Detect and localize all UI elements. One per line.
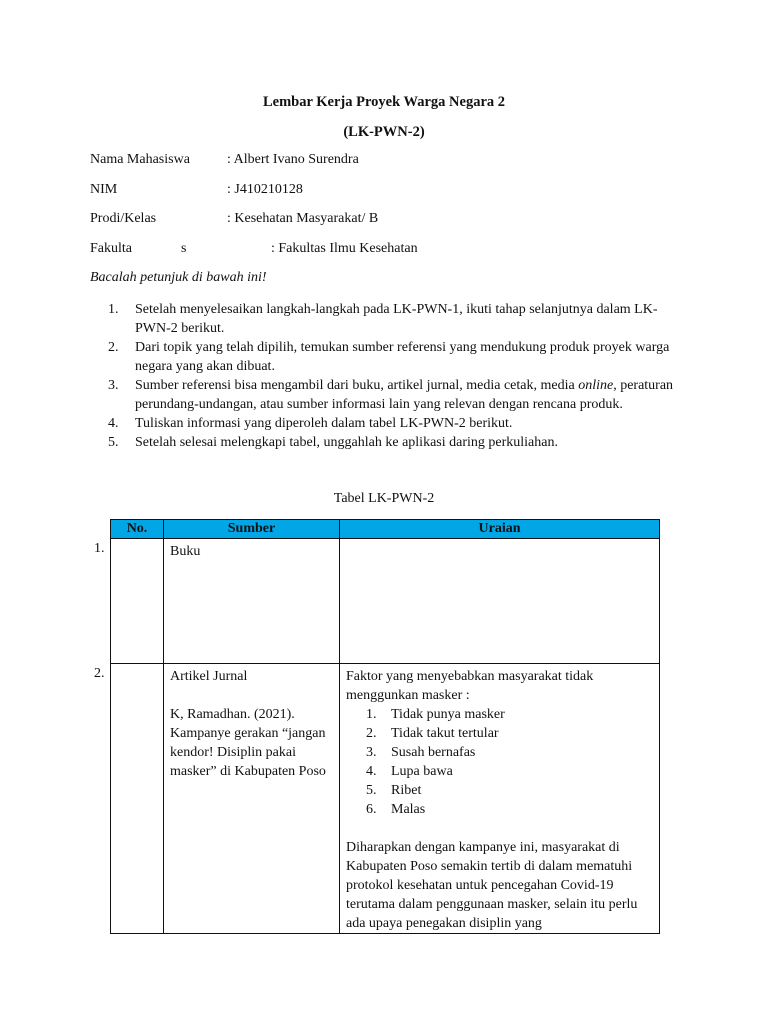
student-nim-label: NIM [90, 182, 118, 197]
row-outer-number: 2. [94, 666, 105, 681]
source-title: Buku [170, 544, 201, 559]
step-text [135, 378, 673, 412]
cell-sumber [164, 664, 340, 934]
step-number: 1. [108, 302, 119, 317]
steps-list [108, 300, 678, 452]
student-prodi-label: Prodi/Kelas [90, 211, 157, 226]
table-header-row [111, 520, 660, 539]
step-text-part: , peraturan perundang-undangan, atau sumber informasi lain yang relevan dengan rencana produk. [135, 378, 674, 412]
factor-number: 2. [366, 726, 377, 741]
step-number: 4. [108, 416, 119, 431]
description-paragraph: Diharapkan dengan kampanye ini, masyarakat di Kabupaten Poso semakin tertib di dalam mematuhi protokol kesehatan untuk pencegahan Covid-19 terutama dalam penggunaan masker, selain itu perlu ada upaya penegakan disiplin yang [346, 840, 638, 931]
instruction-text: Bacalah petunjuk di bawah ini! [90, 270, 267, 285]
factor-text: Lupa bawa [391, 764, 453, 779]
description-intro: Faktor yang menyebabkan masyarakat tidak menggunkan masker : [346, 669, 594, 703]
step-text-part: Sumber referensi bisa mengambil dari buku, artikel jurnal, media cetak, media [135, 378, 579, 393]
cell-uraian [340, 539, 660, 664]
document-code: (LK-PWN-2) [343, 124, 425, 140]
lk-pwn-2-table [110, 519, 660, 934]
student-nim-value: : J410210128 [227, 182, 303, 197]
step-item [108, 433, 678, 452]
step-number: 3. [108, 378, 119, 393]
cell-sumber [164, 539, 340, 664]
step-text: Setelah menyelesaikan langkah-langkah pada LK-PWN-1, ikuti tahap selanjutnya dalam LK-PWN-2 berikut. [135, 302, 658, 336]
factor-list [346, 705, 653, 819]
student-name-label: Nama Mahasiswa [90, 152, 190, 167]
step-text: Setelah selesai melengkapi tabel, unggahlah ke aplikasi daring perkuliahan. [135, 435, 558, 450]
factor-item [346, 800, 653, 819]
factor-text: Tidak punya masker [391, 707, 505, 722]
cell-no [111, 664, 164, 934]
factor-item [346, 724, 653, 743]
factor-text: Malas [391, 802, 426, 817]
row-outer-number: 1. [94, 541, 105, 556]
factor-item [346, 743, 653, 762]
factor-number: 3. [366, 745, 377, 760]
column-header-sumber: Sumber [164, 520, 340, 539]
cell-uraian [340, 664, 660, 934]
step-item [108, 376, 678, 414]
factor-number: 5. [366, 783, 377, 798]
table-row [111, 539, 660, 664]
step-text-italic: online [578, 378, 614, 393]
student-fakultas-label-suffix: s [181, 241, 187, 256]
step-text: Dari topik yang telah dipilih, temukan sumber referensi yang mendukung produk proyek warga negara yang akan dibuat. [135, 340, 670, 374]
step-number: 5. [108, 435, 119, 450]
source-citation: K, Ramadhan. (2021). Kampanye gerakan “jangan kendor! Disiplin pakai masker” di Kabupaten Poso [170, 707, 326, 779]
student-fakultas-value: : Fakultas Ilmu Kesehatan [271, 241, 418, 256]
factor-text: Susah bernafas [391, 745, 476, 760]
factor-number: 6. [366, 802, 377, 817]
student-prodi-value: : Kesehatan Masyarakat/ B [227, 211, 379, 226]
table-caption: Tabel LK-PWN-2 [333, 491, 435, 506]
step-item [108, 300, 678, 338]
student-fakultas-label: Fakulta [90, 241, 132, 256]
factor-number: 4. [366, 764, 377, 779]
factor-item [346, 762, 653, 781]
student-name-value: : Albert Ivano Surendra [227, 152, 359, 167]
source-title: Artikel Jurnal [170, 669, 248, 684]
step-text: Tuliskan informasi yang diperoleh dalam tabel LK-PWN-2 berikut. [135, 416, 513, 431]
factor-text: Ribet [391, 783, 422, 798]
factor-item [346, 705, 653, 724]
table-row [111, 664, 660, 934]
step-item [108, 338, 678, 376]
factor-text: Tidak takut tertular [391, 726, 499, 741]
column-header-no: No. [111, 520, 164, 539]
step-number: 2. [108, 340, 119, 355]
factor-item [346, 781, 653, 800]
column-header-uraian: Uraian [340, 520, 660, 539]
factor-number: 1. [366, 707, 377, 722]
cell-no [111, 539, 164, 664]
step-item [108, 414, 678, 433]
document-title: Lembar Kerja Proyek Warga Negara 2 [262, 94, 506, 110]
